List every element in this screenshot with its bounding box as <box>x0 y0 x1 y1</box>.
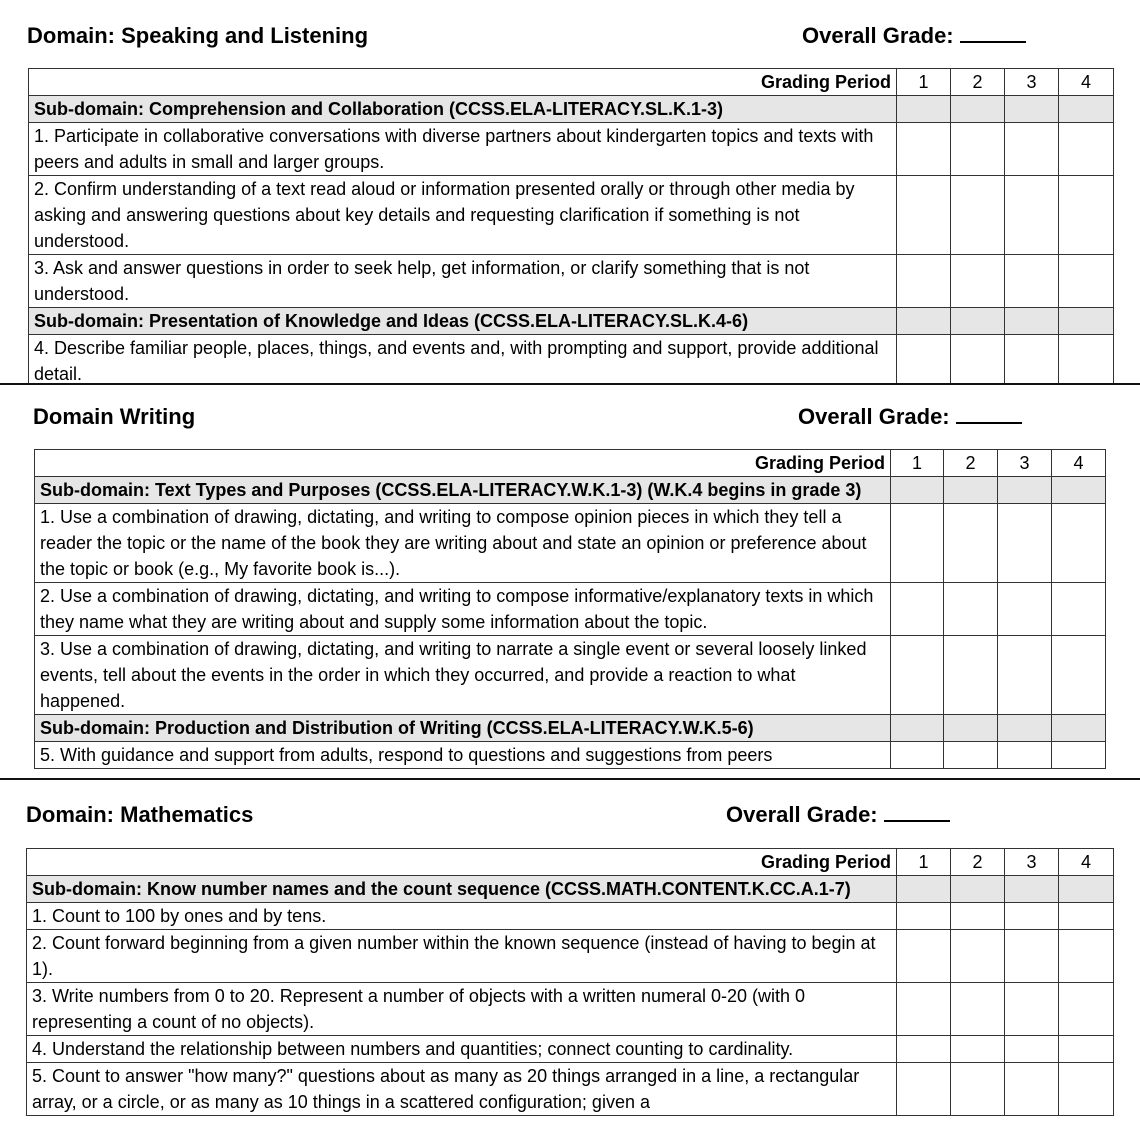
grade-cell[interactable] <box>1059 1036 1114 1063</box>
grade-cell[interactable] <box>944 715 998 742</box>
grade-cell[interactable] <box>998 583 1052 636</box>
grade-cell[interactable] <box>944 583 998 636</box>
grade-cell[interactable] <box>1059 335 1114 384</box>
standard-text: 1. Use a combination of drawing, dictating, and writing to compose opinion pieces in which they tell a reader the topic or the name of the book they are writing about and state an opinion or preference about the topic or book (e.g., My favorite book is...). <box>35 504 891 583</box>
grade-cell[interactable] <box>891 636 944 715</box>
standard-row <box>35 504 1106 583</box>
subdomain-row <box>29 308 1114 335</box>
grade-cell[interactable] <box>951 308 1005 335</box>
grade-cell[interactable] <box>897 123 951 176</box>
grade-cell[interactable] <box>1005 96 1059 123</box>
grade-cell[interactable] <box>897 930 951 983</box>
grade-cell[interactable] <box>998 715 1052 742</box>
grade-cell[interactable] <box>1059 876 1114 903</box>
period-number: 4 <box>1052 450 1106 477</box>
grade-cell[interactable] <box>951 176 1005 255</box>
grade-cell[interactable] <box>891 583 944 636</box>
grading-period-label: Grading Period <box>27 849 897 876</box>
grade-cell[interactable] <box>1052 504 1106 583</box>
grade-cell[interactable] <box>897 96 951 123</box>
grade-cell[interactable] <box>951 930 1005 983</box>
standard-row <box>29 335 1114 384</box>
overall-grade-blank[interactable] <box>960 23 1026 43</box>
grade-cell[interactable] <box>1005 876 1059 903</box>
period-number: 3 <box>998 450 1052 477</box>
grade-cell[interactable] <box>891 742 944 769</box>
standard-row <box>29 176 1114 255</box>
domain-title: Domain Writing <box>33 404 196 429</box>
standard-text: 5. Count to answer "how many?" questions about as many as 20 things arranged in a line, a rectangular array, or a circle, or as many as 10 things in a scattered configuration; given a <box>27 1063 897 1116</box>
overall-grade <box>726 801 950 829</box>
grade-cell[interactable] <box>1005 983 1059 1036</box>
grade-cell[interactable] <box>944 742 998 769</box>
standard-text: 2. Use a combination of drawing, dictating, and writing to compose informative/explanatory texts in which they name what they are writing about and supply some information about the topic. <box>35 583 891 636</box>
grade-cell[interactable] <box>897 335 951 384</box>
overall-grade-label: Overall Grade: <box>802 23 954 48</box>
grade-cell[interactable] <box>1005 335 1059 384</box>
period-number: 1 <box>897 69 951 96</box>
grade-cell[interactable] <box>998 636 1052 715</box>
grade-cell[interactable] <box>897 903 951 930</box>
grade-cell[interactable] <box>944 504 998 583</box>
period-number: 4 <box>1059 849 1114 876</box>
grading-period-label: Grading Period <box>35 450 891 477</box>
standard-row <box>27 983 1114 1036</box>
grade-cell[interactable] <box>951 255 1005 308</box>
grade-cell[interactable] <box>897 876 951 903</box>
grade-cell[interactable] <box>1052 636 1106 715</box>
grade-cell[interactable] <box>897 255 951 308</box>
grade-cell[interactable] <box>1005 255 1059 308</box>
subdomain-title: Sub-domain: Know number names and the count sequence (CCSS.MATH.CONTENT.K.CC.A.1-7) <box>27 876 897 903</box>
grade-cell[interactable] <box>998 504 1052 583</box>
grade-cell[interactable] <box>951 1063 1005 1116</box>
rubric-table <box>34 449 1106 769</box>
grade-cell[interactable] <box>1059 96 1114 123</box>
grading-period-row <box>27 849 1114 876</box>
grade-cell[interactable] <box>951 1036 1005 1063</box>
standard-row <box>35 583 1106 636</box>
standard-text: 2. Confirm understanding of a text read aloud or information presented orally or through other media by asking and answering questions about key details and requesting clarification if something is not understood. <box>29 176 897 255</box>
standard-text: 4. Understand the relationship between numbers and quantities; connect counting to cardinality. <box>27 1036 897 1063</box>
section-mathematics <box>0 780 1140 1140</box>
subdomain-title: Sub-domain: Production and Distribution of Writing (CCSS.ELA-LITERACY.W.K.5-6) <box>35 715 891 742</box>
grade-cell[interactable] <box>1059 903 1114 930</box>
grade-cell[interactable] <box>1059 123 1114 176</box>
subdomain-row <box>27 876 1114 903</box>
standard-text: 3. Use a combination of drawing, dictating, and writing to narrate a single event or several loosely linked events, tell about the events in the order in which they occurred, and provide a reaction to what happened. <box>35 636 891 715</box>
grade-cell[interactable] <box>1005 1036 1059 1063</box>
grade-cell[interactable] <box>951 335 1005 384</box>
rubric-table <box>26 848 1114 1116</box>
subdomain-title: Sub-domain: Text Types and Purposes (CCSS.ELA-LITERACY.W.K.1-3) (W.K.4 begins in grade 3) <box>35 477 891 504</box>
subdomain-row <box>35 715 1106 742</box>
grading-period-row <box>29 69 1114 96</box>
grade-cell[interactable] <box>951 123 1005 176</box>
period-number: 1 <box>891 450 944 477</box>
standard-text: 2. Count forward beginning from a given number within the known sequence (instead of having to begin at 1). <box>27 930 897 983</box>
grade-cell[interactable] <box>951 876 1005 903</box>
grade-cell[interactable] <box>951 96 1005 123</box>
grade-cell[interactable] <box>897 308 951 335</box>
grade-cell[interactable] <box>998 742 1052 769</box>
period-number: 2 <box>951 69 1005 96</box>
standard-row <box>35 636 1106 715</box>
standard-text: 1. Count to 100 by ones and by tens. <box>27 903 897 930</box>
grade-cell[interactable] <box>1052 715 1106 742</box>
section-writing <box>0 385 1140 778</box>
subdomain-row <box>29 96 1114 123</box>
grade-cell[interactable] <box>891 477 944 504</box>
subdomain-title: Sub-domain: Presentation of Knowledge and Ideas (CCSS.ELA-LITERACY.SL.K.4-6) <box>29 308 897 335</box>
grade-cell[interactable] <box>998 477 1052 504</box>
grade-cell[interactable] <box>1052 583 1106 636</box>
standard-row <box>35 742 1106 769</box>
standard-text: 5. With guidance and support from adults, respond to questions and suggestions from peers <box>35 742 891 769</box>
standard-text: 1. Participate in collaborative conversations with diverse partners about kindergarten topics and texts with peers and adults in small and larger groups. <box>29 123 897 176</box>
standard-text: 4. Describe familiar people, places, things, and events and, with prompting and support, provide additional detail. <box>29 335 897 384</box>
subdomain-row <box>35 477 1106 504</box>
standard-row <box>27 903 1114 930</box>
grade-cell[interactable] <box>951 903 1005 930</box>
section-speaking-listening <box>0 0 1140 383</box>
standard-text: 3. Ask and answer questions in order to seek help, get information, or clarify something that is not understood. <box>29 255 897 308</box>
overall-grade-label: Overall Grade: <box>798 404 950 429</box>
grade-cell[interactable] <box>1059 308 1114 335</box>
grade-cell[interactable] <box>1052 477 1106 504</box>
period-number: 4 <box>1059 69 1114 96</box>
domain-title: Domain: Speaking and Listening <box>27 23 369 48</box>
overall-grade-blank[interactable] <box>956 404 1022 424</box>
standard-row <box>29 123 1114 176</box>
grade-cell[interactable] <box>1005 930 1059 983</box>
standard-row <box>27 930 1114 983</box>
standard-row <box>27 1036 1114 1063</box>
rubric-table <box>28 68 1114 383</box>
grade-cell[interactable] <box>897 1063 951 1116</box>
grade-cell[interactable] <box>1059 255 1114 308</box>
subdomain-title: Sub-domain: Comprehension and Collaboration (CCSS.ELA-LITERACY.SL.K.1-3) <box>29 96 897 123</box>
grade-cell[interactable] <box>1059 983 1114 1036</box>
period-number: 3 <box>1005 69 1059 96</box>
grade-cell[interactable] <box>1059 176 1114 255</box>
grade-cell[interactable] <box>1005 123 1059 176</box>
overall-grade-blank[interactable] <box>884 802 950 822</box>
grade-cell[interactable] <box>1005 176 1059 255</box>
period-number: 1 <box>897 849 951 876</box>
grade-cell[interactable] <box>951 983 1005 1036</box>
grade-cell[interactable] <box>1005 1063 1059 1116</box>
overall-grade <box>798 403 1022 431</box>
period-number: 2 <box>951 849 1005 876</box>
grade-cell[interactable] <box>897 176 951 255</box>
grade-cell[interactable] <box>897 983 951 1036</box>
period-number: 3 <box>1005 849 1059 876</box>
standard-row <box>29 255 1114 308</box>
grade-cell[interactable] <box>944 477 998 504</box>
grade-cell[interactable] <box>1052 742 1106 769</box>
grading-period-row <box>35 450 1106 477</box>
grading-period-label: Grading Period <box>29 69 897 96</box>
grade-cell[interactable] <box>1005 308 1059 335</box>
standard-row <box>27 1063 1114 1116</box>
grade-cell[interactable] <box>1059 1063 1114 1116</box>
grade-cell[interactable] <box>897 1036 951 1063</box>
domain-title: Domain: Mathematics <box>26 802 254 827</box>
overall-grade <box>802 22 1026 50</box>
grade-cell[interactable] <box>1059 930 1114 983</box>
grade-cell[interactable] <box>1005 903 1059 930</box>
standard-text: 3. Write numbers from 0 to 20. Represent a number of objects with a written numeral 0-20 (with 0 representing a count of no objects). <box>27 983 897 1036</box>
grade-cell[interactable] <box>891 504 944 583</box>
grade-cell[interactable] <box>891 715 944 742</box>
grade-cell[interactable] <box>944 636 998 715</box>
overall-grade-label: Overall Grade: <box>726 802 878 827</box>
period-number: 2 <box>944 450 998 477</box>
